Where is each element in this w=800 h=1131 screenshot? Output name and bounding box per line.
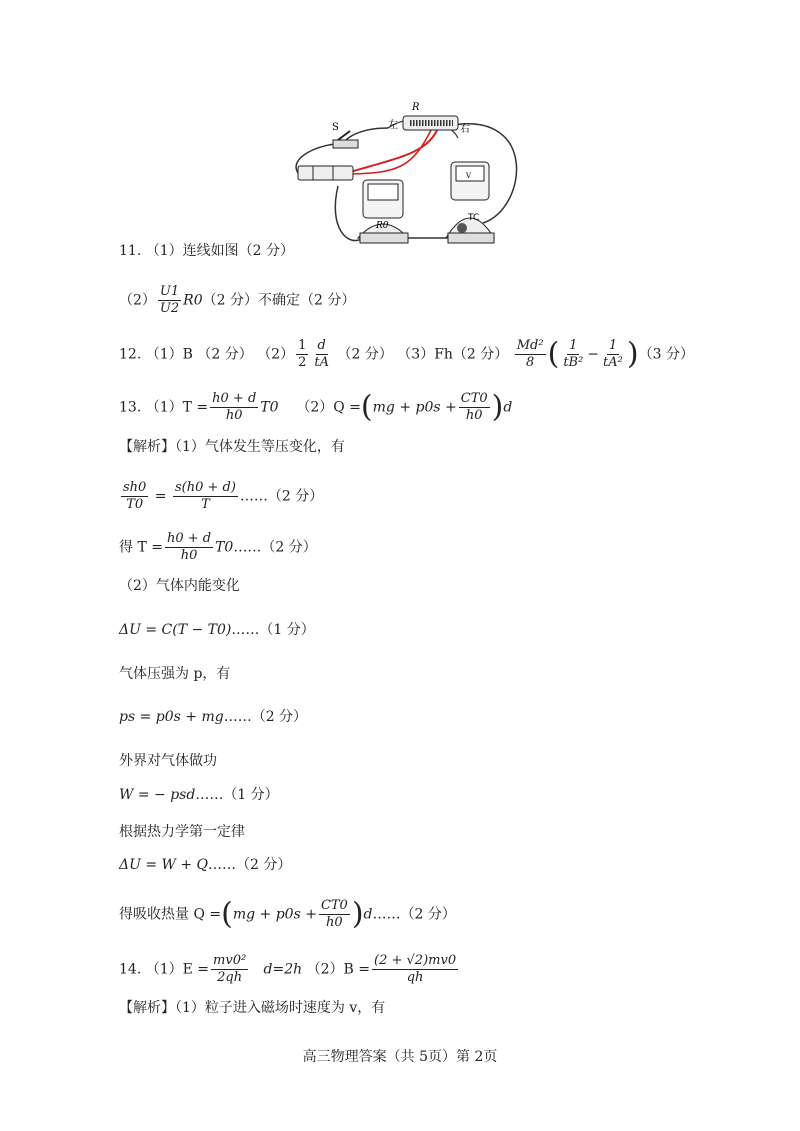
q13-part2: （2）气体内能变化 [119, 578, 240, 594]
q13-eq2-den: h0 [180, 548, 198, 563]
q12-half-num: 1 [298, 338, 307, 353]
q13-a1-num: h0 + d [212, 391, 257, 406]
q13-eq6-score: ……（2 分） [208, 857, 292, 873]
q11-part2-prefix: （2） [119, 292, 156, 309]
q12-answer-2-prefix: （2） [257, 346, 295, 363]
q11-part2 [119, 284, 355, 317]
q13-eq7-inner: mg + p0s + [232, 906, 317, 923]
q13-a2-frac [459, 391, 490, 424]
q13-eq7-prefix: 得吸收热量 Q = [119, 906, 222, 923]
q13-eq7-score: ……（2 分） [372, 906, 456, 923]
q14-number: 14. [119, 961, 142, 978]
q12-answer-1: （1）B （2 分） [145, 346, 253, 363]
q14-analysis-head [119, 998, 385, 1018]
q13-a1-den: h0 [225, 408, 243, 423]
q13-a2-num: CT0 [460, 391, 488, 406]
q13-eq2-prefix: 得 T = [119, 539, 163, 556]
q13-analysis-head [119, 437, 345, 457]
q14-a1-d: d=2h [263, 961, 303, 978]
q14-a1-num: mv0² [213, 953, 247, 968]
q14-a2-prefix: （2）B = [306, 961, 371, 978]
q12-frac-ta [601, 338, 625, 371]
q13-a2-den: h0 [465, 408, 483, 423]
right-label: 右 [460, 124, 470, 135]
page-footer: 高三物理答案（共 5页）第 2页 [302, 1049, 498, 1065]
q13-a2-suffix: d [503, 399, 513, 416]
q13-pressure: 气体压强为 p，有 [119, 666, 231, 682]
q13-eq7-frac [319, 898, 350, 931]
q14-a1-prefix: （1）E = [145, 961, 210, 978]
q12-score-2: （2 分） [337, 346, 393, 363]
q12-tb-den: tB² [563, 355, 584, 370]
switch [333, 140, 358, 148]
q13-eq6 [119, 855, 291, 875]
q13-answers: 13. （1）T = $\frac{h0 + d}{h0}$ T0 （2）Q =(mg + p0s + $\frac{CT0}{h0}$ )d [119, 389, 513, 425]
q12-md-num: Md² [516, 338, 544, 353]
q13-eq5-formula: W = − psd [119, 787, 196, 803]
q13-eq2 [119, 531, 317, 564]
q13-a2-prefix: （2）Q = [296, 399, 361, 416]
q12-half-den: 2 [298, 355, 307, 370]
q13-a1-prefix: （1）T = [145, 399, 209, 416]
q13-eq5 [119, 785, 279, 805]
q13-eq4-score: ……（2 分） [223, 709, 308, 725]
q11-answer-1: （1）连线如图（2 分） [145, 243, 294, 259]
q11-rest: （2 分）不确定（2 分） [202, 292, 356, 309]
q13-eq7-suffix: d [363, 906, 373, 923]
q13-a1-frac [210, 391, 258, 424]
q12-score-4: （3 分） [638, 346, 694, 363]
q11-var: R0 [183, 292, 203, 309]
q14-a2-frac [372, 953, 458, 986]
q14-analysis-tag: 【解析】 [119, 1000, 175, 1016]
q11-frac-num: U1 [159, 284, 180, 299]
q13-analysis-text: （1）气体发生等压变化，有 [175, 439, 345, 455]
q13-number: 13. [119, 399, 142, 416]
q13-eq2-num: h0 + d [166, 531, 212, 546]
q14-a1-den: 2qh [217, 970, 243, 985]
q13-eq3-score: ……（1 分） [231, 622, 315, 638]
q12-ta-num: 1 [608, 338, 618, 353]
q13-eq1: $\frac{sh0}{T0}$ = $\frac{s(h0 + d)}{T}$ ……（2 分） [123, 480, 324, 512]
q14-a1-frac [211, 953, 248, 986]
q13-eq1-score: ……（2 分） [239, 488, 324, 505]
q11-frac-den: U2 [159, 301, 180, 316]
q12-number: 12. [119, 346, 142, 363]
q13-work: 外界对气体做功 [119, 753, 217, 769]
q13-eq1-lden: T0 [126, 497, 144, 512]
voltmeter-tc [446, 162, 494, 243]
q13-eq5-score: ……（1 分） [195, 787, 279, 803]
q12-d-den: tA [314, 355, 330, 370]
q12-answers: 12. （1）B （2 分） （2） $\frac{1}{2}$ $\frac{d}{tA}$ （2 分） （3）Fh（2 分） $\frac{\text{Md²}}{8}$ ( $\frac{1}{\text{tB²}}$ − $\frac{1}{\text{tA²}}$ )（3 分） [119, 336, 694, 372]
q13-eq1-rden: T [201, 497, 210, 512]
q13-eq1-rnum: s(h0 + d) [174, 480, 236, 495]
q13-eq6-formula: ΔU = W + Q [119, 857, 209, 873]
battery [298, 166, 353, 180]
q13-eq2-score: ……（2 分） [233, 539, 317, 556]
q14-analysis-text: （1）粒子进入磁场时速度为 v，有 [175, 1000, 386, 1016]
q14-a2-den: qh [406, 970, 424, 985]
q13-eq3-formula: ΔU = C(T − T0) [119, 622, 232, 638]
switch-label: S [332, 122, 339, 133]
q13-eq2-suffix: T0 [215, 539, 234, 556]
q12-frac-half [296, 338, 308, 371]
q13-a1-suffix: T0 [260, 399, 279, 416]
q13-eq1-rfrac [173, 480, 238, 513]
q11-part1 [119, 241, 294, 261]
q13-eq7-den: h0 [326, 915, 343, 930]
circuit-diagram [288, 98, 518, 260]
q13-eq7-num: CT0 [320, 898, 348, 913]
q14-answers [119, 953, 460, 986]
q13-eq2-frac [165, 531, 213, 564]
v-label: V [466, 172, 472, 180]
q13-eq1-lnum: sh0 [123, 480, 147, 495]
r0-label: R0 [376, 221, 389, 231]
q12-ta-den: tA² [603, 355, 623, 370]
q13-eq1-lfrac [121, 480, 148, 513]
rheostat-label: R [412, 102, 420, 113]
q12-frac-tb [561, 338, 585, 371]
q13-analysis-tag: 【解析】 [119, 439, 175, 455]
q11-number: 11. [119, 243, 142, 259]
tc-label: TC [468, 213, 480, 223]
q12-frac-d [312, 338, 331, 371]
q14-a2-num: (2 + √2)mv0 [374, 953, 457, 968]
q12-frac-md [515, 338, 546, 371]
q11-fraction [158, 284, 181, 317]
q12-answer-3: （3）Fh（2 分） [397, 346, 509, 363]
q12-tb-num: 1 [569, 338, 578, 353]
q13-a2-inner: mg + p0s + [372, 399, 457, 416]
q13-eq4-formula: ps = p0s + mg [119, 709, 224, 725]
q12-md-den: 8 [526, 355, 535, 370]
q13-eq3 [119, 620, 315, 640]
voltmeter-r0 [358, 180, 408, 243]
q13-eq7: 得吸收热量 Q =(mg + p0s + $\frac{CT0}{h0}$ )d……（2 分） [119, 896, 456, 932]
q13-eq4 [119, 707, 307, 727]
q12-d-num: d [317, 338, 326, 353]
left-label: 左 [388, 120, 398, 131]
q13-law: 根据热力学第一定律 [119, 824, 245, 840]
